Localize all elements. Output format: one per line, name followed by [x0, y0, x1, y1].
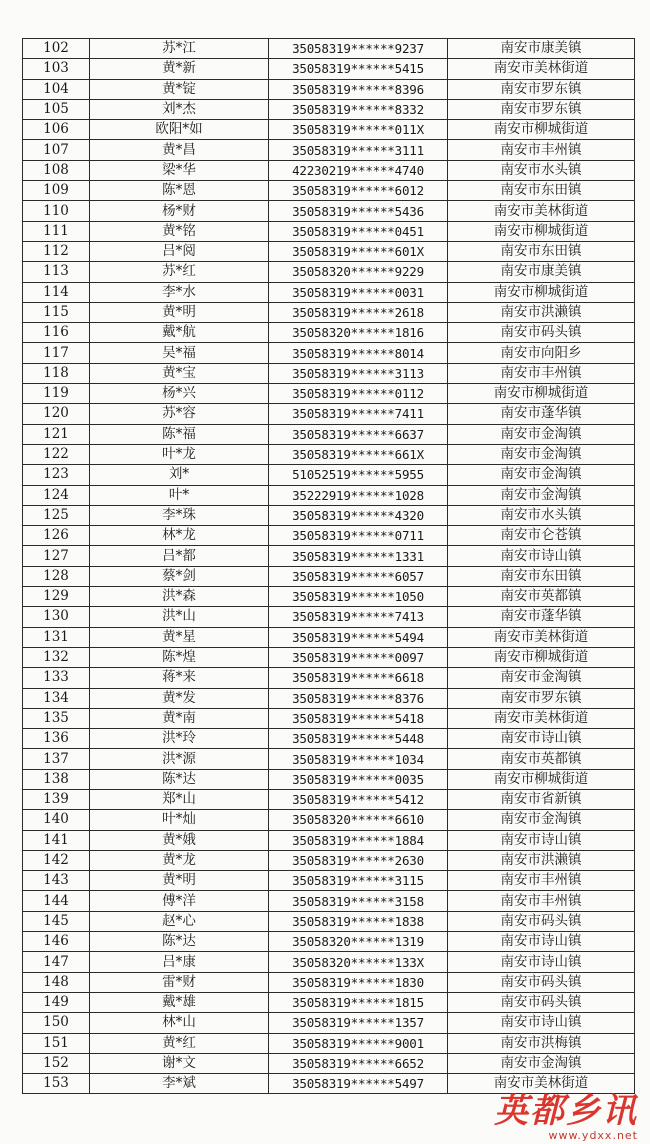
address-cell: 南安市东田镇	[448, 241, 635, 261]
name-cell: 蒋*来	[90, 668, 269, 688]
name-cell: 洪*源	[90, 749, 269, 769]
id-number-cell: 35058319******1815	[269, 992, 448, 1012]
row-number-cell: 107	[23, 140, 90, 160]
address-cell: 南安市康美镇	[448, 262, 635, 282]
table-row	[23, 1013, 635, 1033]
address-cell: 南安市美林街道	[448, 201, 635, 221]
id-number-cell: 35058319******1830	[269, 972, 448, 992]
table-row	[23, 647, 635, 667]
table-row	[23, 1033, 635, 1053]
address-cell: 南安市柳城街道	[448, 647, 635, 667]
name-cell: 傅*洋	[90, 891, 269, 911]
row-number-cell: 146	[23, 932, 90, 952]
table-row	[23, 444, 635, 464]
name-cell: 苏*江	[90, 39, 269, 59]
name-cell: 黄*发	[90, 688, 269, 708]
id-number-cell: 35058319******3113	[269, 363, 448, 383]
watermark	[494, 1092, 638, 1142]
name-cell: 蔡*剑	[90, 566, 269, 586]
name-cell: 陈*恩	[90, 181, 269, 201]
table-row	[23, 830, 635, 850]
id-number-cell: 35058319******5412	[269, 789, 448, 809]
table-row	[23, 789, 635, 809]
table-row	[23, 810, 635, 830]
name-cell: 吕*阅	[90, 241, 269, 261]
name-cell: 洪*山	[90, 607, 269, 627]
address-cell: 南安市英都镇	[448, 587, 635, 607]
table-row	[23, 587, 635, 607]
row-number-cell: 127	[23, 546, 90, 566]
id-number-cell: 35058319******5448	[269, 729, 448, 749]
table-row	[23, 932, 635, 952]
id-number-cell: 35058319******7411	[269, 404, 448, 424]
id-number-cell: 35058319******6057	[269, 566, 448, 586]
row-number-cell: 121	[23, 424, 90, 444]
table-row	[23, 627, 635, 647]
row-number-cell: 108	[23, 160, 90, 180]
watermark-site: www.ydxx.net	[548, 1129, 638, 1142]
address-cell: 南安市丰州镇	[448, 363, 635, 383]
address-cell: 南安市省新镇	[448, 789, 635, 809]
table-row	[23, 79, 635, 99]
id-number-cell: 35058319******3111	[269, 140, 448, 160]
id-number-cell: 35058320******9229	[269, 262, 448, 282]
row-number-cell: 123	[23, 465, 90, 485]
name-cell: 戴*航	[90, 323, 269, 343]
table-row	[23, 688, 635, 708]
id-number-cell: 35058319******1884	[269, 830, 448, 850]
address-cell: 南安市码头镇	[448, 992, 635, 1012]
address-cell: 南安市金淘镇	[448, 668, 635, 688]
roster-table	[22, 38, 635, 1094]
id-number-cell: 35058319******9001	[269, 1033, 448, 1053]
table-row	[23, 972, 635, 992]
table-row	[23, 262, 635, 282]
name-cell: 黄*昌	[90, 140, 269, 160]
row-number-cell: 148	[23, 972, 90, 992]
table-row	[23, 911, 635, 931]
id-number-cell: 35058319******6012	[269, 181, 448, 201]
address-cell: 南安市美林街道	[448, 59, 635, 79]
name-cell: 赵*心	[90, 911, 269, 931]
row-number-cell: 129	[23, 587, 90, 607]
address-cell: 南安市丰州镇	[448, 891, 635, 911]
address-cell: 南安市康美镇	[448, 39, 635, 59]
name-cell: 杨*财	[90, 201, 269, 221]
name-cell: 黄*娥	[90, 830, 269, 850]
name-cell: 林*龙	[90, 526, 269, 546]
name-cell: 洪*森	[90, 587, 269, 607]
table-row	[23, 140, 635, 160]
address-cell: 南安市美林街道	[448, 1074, 635, 1094]
address-cell: 南安市金淘镇	[448, 1053, 635, 1073]
address-cell: 南安市英都镇	[448, 749, 635, 769]
address-cell: 南安市柳城街道	[448, 769, 635, 789]
name-cell: 李*珠	[90, 505, 269, 525]
row-number-cell: 130	[23, 607, 90, 627]
table-row	[23, 343, 635, 363]
id-number-cell: 35058319******3158	[269, 891, 448, 911]
table-row	[23, 607, 635, 627]
address-cell: 南安市蓬华镇	[448, 404, 635, 424]
table-row	[23, 526, 635, 546]
address-cell: 南安市诗山镇	[448, 546, 635, 566]
id-number-cell: 35058319******5497	[269, 1074, 448, 1094]
row-number-cell: 106	[23, 120, 90, 140]
name-cell: 叶*灿	[90, 810, 269, 830]
row-number-cell: 135	[23, 708, 90, 728]
id-number-cell: 35058319******0112	[269, 384, 448, 404]
address-cell: 南安市美林街道	[448, 627, 635, 647]
table-row	[23, 871, 635, 891]
id-number-cell: 35058319******601X	[269, 241, 448, 261]
table-row	[23, 1053, 635, 1073]
name-cell: 黄*明	[90, 871, 269, 891]
table-row	[23, 120, 635, 140]
address-cell: 南安市丰州镇	[448, 140, 635, 160]
row-number-cell: 136	[23, 729, 90, 749]
row-number-cell: 114	[23, 282, 90, 302]
row-number-cell: 149	[23, 992, 90, 1012]
name-cell: 陈*煌	[90, 647, 269, 667]
row-number-cell: 109	[23, 181, 90, 201]
table-row	[23, 992, 635, 1012]
table-row	[23, 39, 635, 59]
address-cell: 南安市美林街道	[448, 708, 635, 728]
row-number-cell: 132	[23, 647, 90, 667]
row-number-cell: 151	[23, 1033, 90, 1053]
name-cell: 黄*宝	[90, 363, 269, 383]
name-cell: 雷*财	[90, 972, 269, 992]
table-row	[23, 323, 635, 343]
id-number-cell: 35058319******8332	[269, 99, 448, 119]
name-cell: 吕*康	[90, 952, 269, 972]
table-row	[23, 769, 635, 789]
name-cell: 陈*达	[90, 769, 269, 789]
id-number-cell: 35058319******1838	[269, 911, 448, 931]
row-number-cell: 144	[23, 891, 90, 911]
row-number-cell: 147	[23, 952, 90, 972]
row-number-cell: 133	[23, 668, 90, 688]
address-cell: 南安市柳城街道	[448, 221, 635, 241]
address-cell: 南安市码头镇	[448, 911, 635, 931]
id-number-cell: 35058319******1357	[269, 1013, 448, 1033]
address-cell: 南安市洪濑镇	[448, 302, 635, 322]
address-cell: 南安市罗东镇	[448, 688, 635, 708]
name-cell: 黄*锭	[90, 79, 269, 99]
id-number-cell: 35058319******2618	[269, 302, 448, 322]
name-cell: 黄*龙	[90, 850, 269, 870]
name-cell: 刘*	[90, 465, 269, 485]
table-row	[23, 729, 635, 749]
id-number-cell: 35058320******133X	[269, 952, 448, 972]
address-cell: 南安市蓬华镇	[448, 607, 635, 627]
table-row	[23, 221, 635, 241]
id-number-cell: 35058320******1319	[269, 932, 448, 952]
address-cell: 南安市柳城街道	[448, 384, 635, 404]
name-cell: 叶*	[90, 485, 269, 505]
address-cell: 南安市水头镇	[448, 505, 635, 525]
address-cell: 南安市柳城街道	[448, 282, 635, 302]
id-number-cell: 35058319******5494	[269, 627, 448, 647]
row-number-cell: 115	[23, 302, 90, 322]
id-number-cell: 35058319******5415	[269, 59, 448, 79]
id-number-cell: 35058320******6610	[269, 810, 448, 830]
row-number-cell: 105	[23, 99, 90, 119]
table-row	[23, 465, 635, 485]
table-row	[23, 384, 635, 404]
id-number-cell: 42230219******4740	[269, 160, 448, 180]
address-cell: 南安市诗山镇	[448, 729, 635, 749]
row-number-cell: 153	[23, 1074, 90, 1094]
id-number-cell: 35058319******0711	[269, 526, 448, 546]
name-cell: 黄*明	[90, 302, 269, 322]
address-cell: 南安市丰州镇	[448, 871, 635, 891]
address-cell: 南安市罗东镇	[448, 79, 635, 99]
row-number-cell: 112	[23, 241, 90, 261]
row-number-cell: 102	[23, 39, 90, 59]
address-cell: 南安市金淘镇	[448, 810, 635, 830]
row-number-cell: 141	[23, 830, 90, 850]
id-number-cell: 35222919******1028	[269, 485, 448, 505]
row-number-cell: 111	[23, 221, 90, 241]
address-cell: 南安市金淘镇	[448, 424, 635, 444]
id-number-cell: 35058319******1331	[269, 546, 448, 566]
address-cell: 南安市码头镇	[448, 323, 635, 343]
name-cell: 谢*文	[90, 1053, 269, 1073]
name-cell: 叶*龙	[90, 444, 269, 464]
row-number-cell: 145	[23, 911, 90, 931]
table-row	[23, 59, 635, 79]
id-number-cell: 35058319******0097	[269, 647, 448, 667]
row-number-cell: 124	[23, 485, 90, 505]
id-number-cell: 35058319******6637	[269, 424, 448, 444]
name-cell: 陈*福	[90, 424, 269, 444]
address-cell: 南安市金淘镇	[448, 485, 635, 505]
id-number-cell: 35058319******7413	[269, 607, 448, 627]
address-cell: 南安市诗山镇	[448, 952, 635, 972]
name-cell: 陈*达	[90, 932, 269, 952]
address-cell: 南安市洪梅镇	[448, 1033, 635, 1053]
name-cell: 黄*星	[90, 627, 269, 647]
address-cell: 南安市金淘镇	[448, 444, 635, 464]
table-row	[23, 241, 635, 261]
id-number-cell: 35058319******2630	[269, 850, 448, 870]
id-number-cell: 35058320******1816	[269, 323, 448, 343]
row-number-cell: 143	[23, 871, 90, 891]
name-cell: 刘*杰	[90, 99, 269, 119]
row-number-cell: 142	[23, 850, 90, 870]
row-number-cell: 110	[23, 201, 90, 221]
name-cell: 李*斌	[90, 1074, 269, 1094]
address-cell: 南安市柳城街道	[448, 120, 635, 140]
table-row	[23, 404, 635, 424]
row-number-cell: 116	[23, 323, 90, 343]
roster-table-body	[23, 39, 635, 1094]
id-number-cell: 35058319******0035	[269, 769, 448, 789]
row-number-cell: 138	[23, 769, 90, 789]
name-cell: 黄*铭	[90, 221, 269, 241]
name-cell: 戴*雄	[90, 992, 269, 1012]
id-number-cell: 35058319******8376	[269, 688, 448, 708]
table-row	[23, 952, 635, 972]
name-cell: 杨*兴	[90, 384, 269, 404]
id-number-cell: 35058319******3115	[269, 871, 448, 891]
name-cell: 林*山	[90, 1013, 269, 1033]
table-row	[23, 891, 635, 911]
table-row	[23, 363, 635, 383]
name-cell: 梁*华	[90, 160, 269, 180]
name-cell: 苏*红	[90, 262, 269, 282]
row-number-cell: 118	[23, 363, 90, 383]
row-number-cell: 152	[23, 1053, 90, 1073]
row-number-cell: 126	[23, 526, 90, 546]
name-cell: 郑*山	[90, 789, 269, 809]
table-row	[23, 708, 635, 728]
id-number-cell: 35058319******6652	[269, 1053, 448, 1073]
address-cell: 南安市诗山镇	[448, 830, 635, 850]
row-number-cell: 128	[23, 566, 90, 586]
row-number-cell: 117	[23, 343, 90, 363]
table-row	[23, 201, 635, 221]
name-cell: 黄*新	[90, 59, 269, 79]
table-row	[23, 850, 635, 870]
table-row	[23, 749, 635, 769]
table-row	[23, 546, 635, 566]
name-cell: 吕*都	[90, 546, 269, 566]
id-number-cell: 35058319******6618	[269, 668, 448, 688]
name-cell: 欧阳*如	[90, 120, 269, 140]
id-number-cell: 35058319******8014	[269, 343, 448, 363]
row-number-cell: 134	[23, 688, 90, 708]
address-cell: 南安市金淘镇	[448, 465, 635, 485]
table-row	[23, 181, 635, 201]
id-number-cell: 35058319******5418	[269, 708, 448, 728]
table-row	[23, 1074, 635, 1094]
address-cell: 南安市向阳乡	[448, 343, 635, 363]
address-cell: 南安市东田镇	[448, 566, 635, 586]
name-cell: 洪*玲	[90, 729, 269, 749]
address-cell: 南安市码头镇	[448, 972, 635, 992]
table-row	[23, 424, 635, 444]
id-number-cell: 35058319******0031	[269, 282, 448, 302]
name-cell: 苏*容	[90, 404, 269, 424]
address-cell: 南安市水头镇	[448, 160, 635, 180]
name-cell: 黄*红	[90, 1033, 269, 1053]
id-number-cell: 35058319******9237	[269, 39, 448, 59]
table-row	[23, 160, 635, 180]
table-row	[23, 302, 635, 322]
id-number-cell: 35058319******661X	[269, 444, 448, 464]
id-number-cell: 35058319******4320	[269, 505, 448, 525]
row-number-cell: 137	[23, 749, 90, 769]
address-cell: 南安市罗东镇	[448, 99, 635, 119]
row-number-cell: 125	[23, 505, 90, 525]
id-number-cell: 35058319******5436	[269, 201, 448, 221]
row-number-cell: 119	[23, 384, 90, 404]
row-number-cell: 104	[23, 79, 90, 99]
row-number-cell: 150	[23, 1013, 90, 1033]
id-number-cell: 35058319******0451	[269, 221, 448, 241]
table-row	[23, 282, 635, 302]
row-number-cell: 122	[23, 444, 90, 464]
address-cell: 南安市仑苍镇	[448, 526, 635, 546]
row-number-cell: 140	[23, 810, 90, 830]
watermark-brand: 英都乡讯	[494, 1091, 638, 1131]
row-number-cell: 120	[23, 404, 90, 424]
address-cell: 南安市诗山镇	[448, 1013, 635, 1033]
address-cell: 南安市洪濑镇	[448, 850, 635, 870]
id-number-cell: 35058319******011X	[269, 120, 448, 140]
id-number-cell: 51052519******5955	[269, 465, 448, 485]
table-row	[23, 505, 635, 525]
table-row	[23, 668, 635, 688]
address-cell: 南安市诗山镇	[448, 932, 635, 952]
row-number-cell: 131	[23, 627, 90, 647]
name-cell: 李*水	[90, 282, 269, 302]
name-cell: 黄*南	[90, 708, 269, 728]
row-number-cell: 139	[23, 789, 90, 809]
address-cell: 南安市东田镇	[448, 181, 635, 201]
id-number-cell: 35058319******8396	[269, 79, 448, 99]
row-number-cell: 113	[23, 262, 90, 282]
name-cell: 吴*福	[90, 343, 269, 363]
table-row	[23, 566, 635, 586]
id-number-cell: 35058319******1050	[269, 587, 448, 607]
table-row	[23, 485, 635, 505]
id-number-cell: 35058319******1034	[269, 749, 448, 769]
row-number-cell: 103	[23, 59, 90, 79]
table-row	[23, 99, 635, 119]
